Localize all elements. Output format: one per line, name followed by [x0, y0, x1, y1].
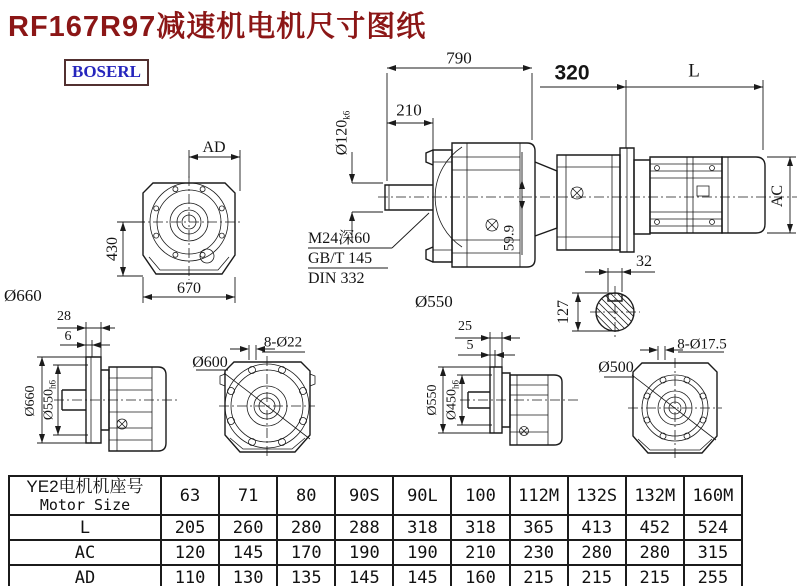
label-holes-8x22: 8-Ø22	[263, 334, 303, 351]
dimension-value-cell: 170	[277, 540, 335, 565]
main-assembly-lineart	[308, 61, 797, 268]
dim-spigot-450: $Ø450_{h6}$	[444, 379, 461, 421]
dimension-value-cell: 413	[568, 515, 626, 540]
dimension-value-cell: 210	[451, 540, 509, 565]
dimension-value-cell: 255	[684, 565, 742, 586]
dim-ac: AC	[769, 184, 786, 208]
row-label: AC	[9, 540, 161, 565]
dim-5: 5	[466, 338, 474, 353]
dim-shaft-diameter: $Ø120_{k6}$	[333, 110, 352, 156]
dim-127: 127	[555, 300, 572, 324]
dim-od-550: Ø550	[425, 384, 440, 416]
brand-logo-text: BOSERL	[72, 62, 141, 81]
label-dia-660: Ø660	[4, 286, 42, 305]
dimension-value-cell: 315	[684, 540, 742, 565]
dimension-value-cell: 318	[451, 515, 509, 540]
dimension-value-cell: 135	[277, 565, 335, 586]
side-view-left-lineart	[37, 322, 178, 451]
table-row	[9, 515, 742, 540]
motor-size-header-cell: YE2电机机座号 Motor Size	[9, 476, 161, 515]
row-label: AD	[9, 565, 161, 586]
label-holes-8x17-5: 8-Ø17.5	[677, 336, 727, 353]
frame-size-column-header: 90S	[335, 476, 393, 515]
table-row	[9, 565, 742, 586]
dim-ad: AD	[202, 139, 226, 156]
label-dia-600: Ø600	[192, 354, 228, 371]
dim-od-660: Ø660	[23, 385, 38, 417]
dim-6: 6	[64, 329, 72, 344]
dimension-value-cell: 365	[510, 515, 568, 540]
dimension-value-cell: 215	[510, 565, 568, 586]
note-gbt145: GB/T 145	[308, 250, 373, 267]
dimension-value-cell: 205	[161, 515, 219, 540]
frame-size-column-header: 112M	[510, 476, 568, 515]
dimension-value-cell: 160	[451, 565, 509, 586]
frame-size-column-header: 71	[219, 476, 277, 515]
dimension-value-cell: 120	[161, 540, 219, 565]
dim-430: 430	[104, 237, 121, 261]
frame-size-column-header: 160M	[684, 476, 742, 515]
dim-32: 32	[636, 253, 652, 270]
frame-size-column-header: 132S	[568, 476, 626, 515]
dim-59-9: 59.9	[501, 224, 518, 252]
frame-size-column-header: 63	[161, 476, 219, 515]
dimension-value-cell: 215	[568, 565, 626, 586]
note-din332: DIN 332	[308, 270, 365, 287]
frame-size-column-header: 100	[451, 476, 509, 515]
dim-length-l: L	[688, 60, 700, 82]
label-dia-550: Ø550	[415, 292, 453, 311]
table-row	[9, 540, 742, 565]
dimension-value-cell: 215	[626, 565, 684, 586]
dimension-value-cell: 230	[510, 540, 568, 565]
motor-size-table	[8, 475, 743, 586]
frame-size-column-header: 132M	[626, 476, 684, 515]
dim-320: 320	[554, 61, 590, 85]
brand-logo	[64, 59, 149, 86]
dim-28: 28	[57, 309, 71, 324]
dimension-value-cell: 110	[161, 565, 219, 586]
frame-size-column-header: 90L	[393, 476, 451, 515]
label-dia-500: Ø500	[598, 359, 634, 376]
dimension-value-cell: 280	[277, 515, 335, 540]
dim-670: 670	[177, 280, 201, 297]
note-m24: M24深60	[308, 230, 371, 247]
dim-spigot-550: $Ø550_{h6}$	[41, 379, 58, 421]
dimension-value-cell: 145	[393, 565, 451, 586]
row-label: L	[9, 515, 161, 540]
dimension-value-cell: 280	[568, 540, 626, 565]
dimension-value-cell: 318	[393, 515, 451, 540]
dimension-value-cell: 288	[335, 515, 393, 540]
dim-25: 25	[458, 319, 472, 334]
frame-size-column-header: 80	[277, 476, 335, 515]
motor-size-table-head	[9, 476, 742, 515]
shaft-section-lineart	[572, 268, 655, 338]
motor-size-table-body	[9, 515, 742, 586]
page-title: RF167R97减速机电机尺寸图纸	[8, 11, 427, 43]
dimension-value-cell: 280	[626, 540, 684, 565]
dimension-value-cell: 130	[219, 565, 277, 586]
dimension-value-cell: 190	[393, 540, 451, 565]
dimension-value-cell: 260	[219, 515, 277, 540]
dimension-value-cell: 145	[335, 565, 393, 586]
dimension-value-cell: 452	[626, 515, 684, 540]
dim-210: 210	[396, 100, 422, 120]
dimension-value-cell: 190	[335, 540, 393, 565]
dim-790: 790	[446, 48, 472, 68]
dimension-value-cell: 524	[684, 515, 742, 540]
dimension-value-cell: 145	[219, 540, 277, 565]
